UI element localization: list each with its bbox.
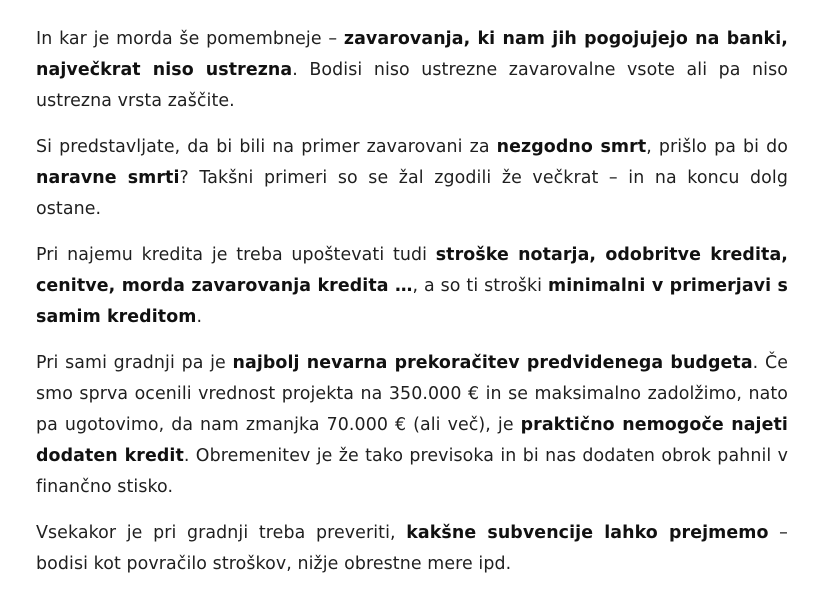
- paragraph-accidental-death: [36, 132, 788, 225]
- paragraph-loan-costs: [36, 240, 788, 333]
- text-segment: . Obremenitev je že tako previsoka in bi nas dodaten obrok pahnil v finančno stisko.: [36, 446, 789, 497]
- emphasis-segment: zavarovanja, ki nam jih pogojujejo na banki, največkrat niso ustrezna: [36, 29, 788, 80]
- emphasis-segment: nezgodno smrt: [496, 137, 647, 157]
- text-segment: . Bodisi niso ustrezne zavarovalne vsote ali pa niso ustrezna vrsta zaščite.: [36, 60, 789, 111]
- emphasis-segment: minimalni v primerjavi s samim kreditom: [36, 276, 789, 327]
- text-segment: Si predstavljate, da bi bili na primer zavarovani za: [36, 137, 497, 157]
- text-segment: In kar je morda še pomembneje –: [36, 29, 344, 49]
- text-segment: Pri najemu kredita je treba upoštevati tudi: [36, 245, 436, 265]
- paragraph-insurance: [36, 24, 788, 117]
- emphasis-segment: najbolj nevarna prekoračitev predvidenega budgeta: [232, 353, 753, 373]
- emphasis-segment: praktično nemogoče najeti dodaten kredit: [36, 415, 788, 466]
- paragraph-budget-overrun: [36, 348, 788, 503]
- emphasis-segment: naravne smrti: [36, 168, 180, 188]
- text-segment: – bodisi kot povračilo stroškov, nižje obrestne mere ipd.: [36, 523, 788, 574]
- emphasis-segment: stroške notarja, odobritve kredita, cenitve, morda zavarovanja kredita …: [36, 245, 788, 296]
- text-segment: . Če smo sprva ocenili vrednost projekta na 350.000 € in se maksimalno zadolžimo, nato pa ugotovimo, da nam zmanjka 70.000 € (ali več), je: [36, 353, 788, 435]
- paragraph-subsidies: [36, 518, 788, 580]
- article-body: [36, 24, 788, 595]
- text-segment: ? Takšni primeri so se žal zgodili že večkrat – in na koncu dolg ostane.: [36, 168, 788, 219]
- emphasis-segment: kakšne subvencije lahko prejmemo: [406, 523, 769, 543]
- text-segment: , prišlo pa bi do: [646, 137, 788, 157]
- text-segment: , a so ti stroški: [412, 276, 548, 296]
- text-segment: Vsekakor je pri gradnji treba preveriti,: [36, 523, 407, 543]
- text-segment: .: [196, 307, 203, 327]
- text-segment: Pri sami gradnji pa je: [36, 353, 233, 373]
